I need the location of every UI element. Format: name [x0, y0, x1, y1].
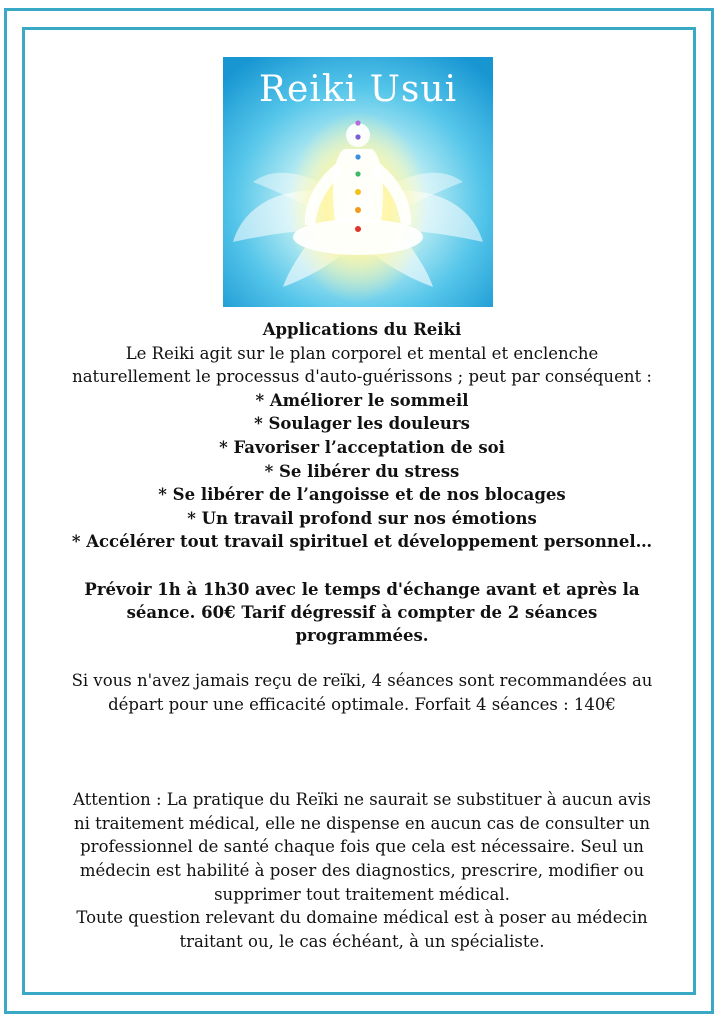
pricing-line: programmées. — [295, 625, 429, 645]
disclaimer-line: ni traitement médical, elle ne dispense en aucun cas de consulter un — [73, 813, 651, 833]
benefit-item: * Accélérer tout travail spirituel et développement personnel… — [71, 532, 653, 552]
disclaimer-line: professionnel de santé chaque fois que cela est nécessaire. Seul un — [80, 837, 644, 857]
benefit-list — [40, 389, 684, 554]
pricing-block — [40, 578, 684, 647]
pricing-line: séance. 60€ Tarif dégressif à compter de 2 séances — [126, 602, 598, 622]
intro-line: Le Reiki agit sur le plan corporel et mental et enclenche — [125, 343, 599, 363]
disclaimer-line: supprimer tout traitement médical. — [214, 884, 510, 904]
pricing-line: Prévoir 1h à 1h30 avec le temps d'échange avant et après la — [84, 579, 640, 599]
package-line: départ pour une efficacité optimale. Forfait 4 séances : 140€ — [108, 694, 616, 714]
package-block — [40, 669, 684, 716]
disclaimer-line: Toute question relevant du domaine médical est à poser au médecin — [76, 908, 648, 928]
main-content — [40, 318, 684, 953]
benefit-item: * Un travail profond sur nos émotions — [187, 508, 537, 528]
disclaimer-line: médecin est habilité à poser des diagnostics, prescrire, modifier ou — [79, 860, 645, 880]
section-heading: Applications du Reiki — [262, 320, 462, 339]
benefit-item: * Se libérer du stress — [264, 461, 460, 481]
disclaimer-line: Attention : La pratique du Reïki ne saurait se substituer à aucun avis — [73, 790, 651, 810]
benefit-item: * Favoriser l’acceptation de soi — [219, 437, 505, 457]
disclaimer-block — [40, 788, 684, 953]
benefit-item: * Améliorer le sommeil — [255, 390, 469, 410]
benefit-item: * Soulager les douleurs — [254, 414, 470, 434]
package-line: Si vous n'avez jamais reçu de reïki, 4 séances sont recommandées au — [71, 670, 653, 690]
benefit-item: * Se libérer de l’angoisse et de nos blocages — [158, 485, 566, 505]
disclaimer-line: traitant ou, le cas échéant, à un spécialiste. — [179, 931, 545, 951]
intro-line: naturellement le processus d'auto-guérissons ; peut par conséquent : — [72, 367, 652, 387]
reiki-usui-logo — [223, 57, 493, 307]
logo-text: Reiki Usui — [258, 69, 458, 110]
